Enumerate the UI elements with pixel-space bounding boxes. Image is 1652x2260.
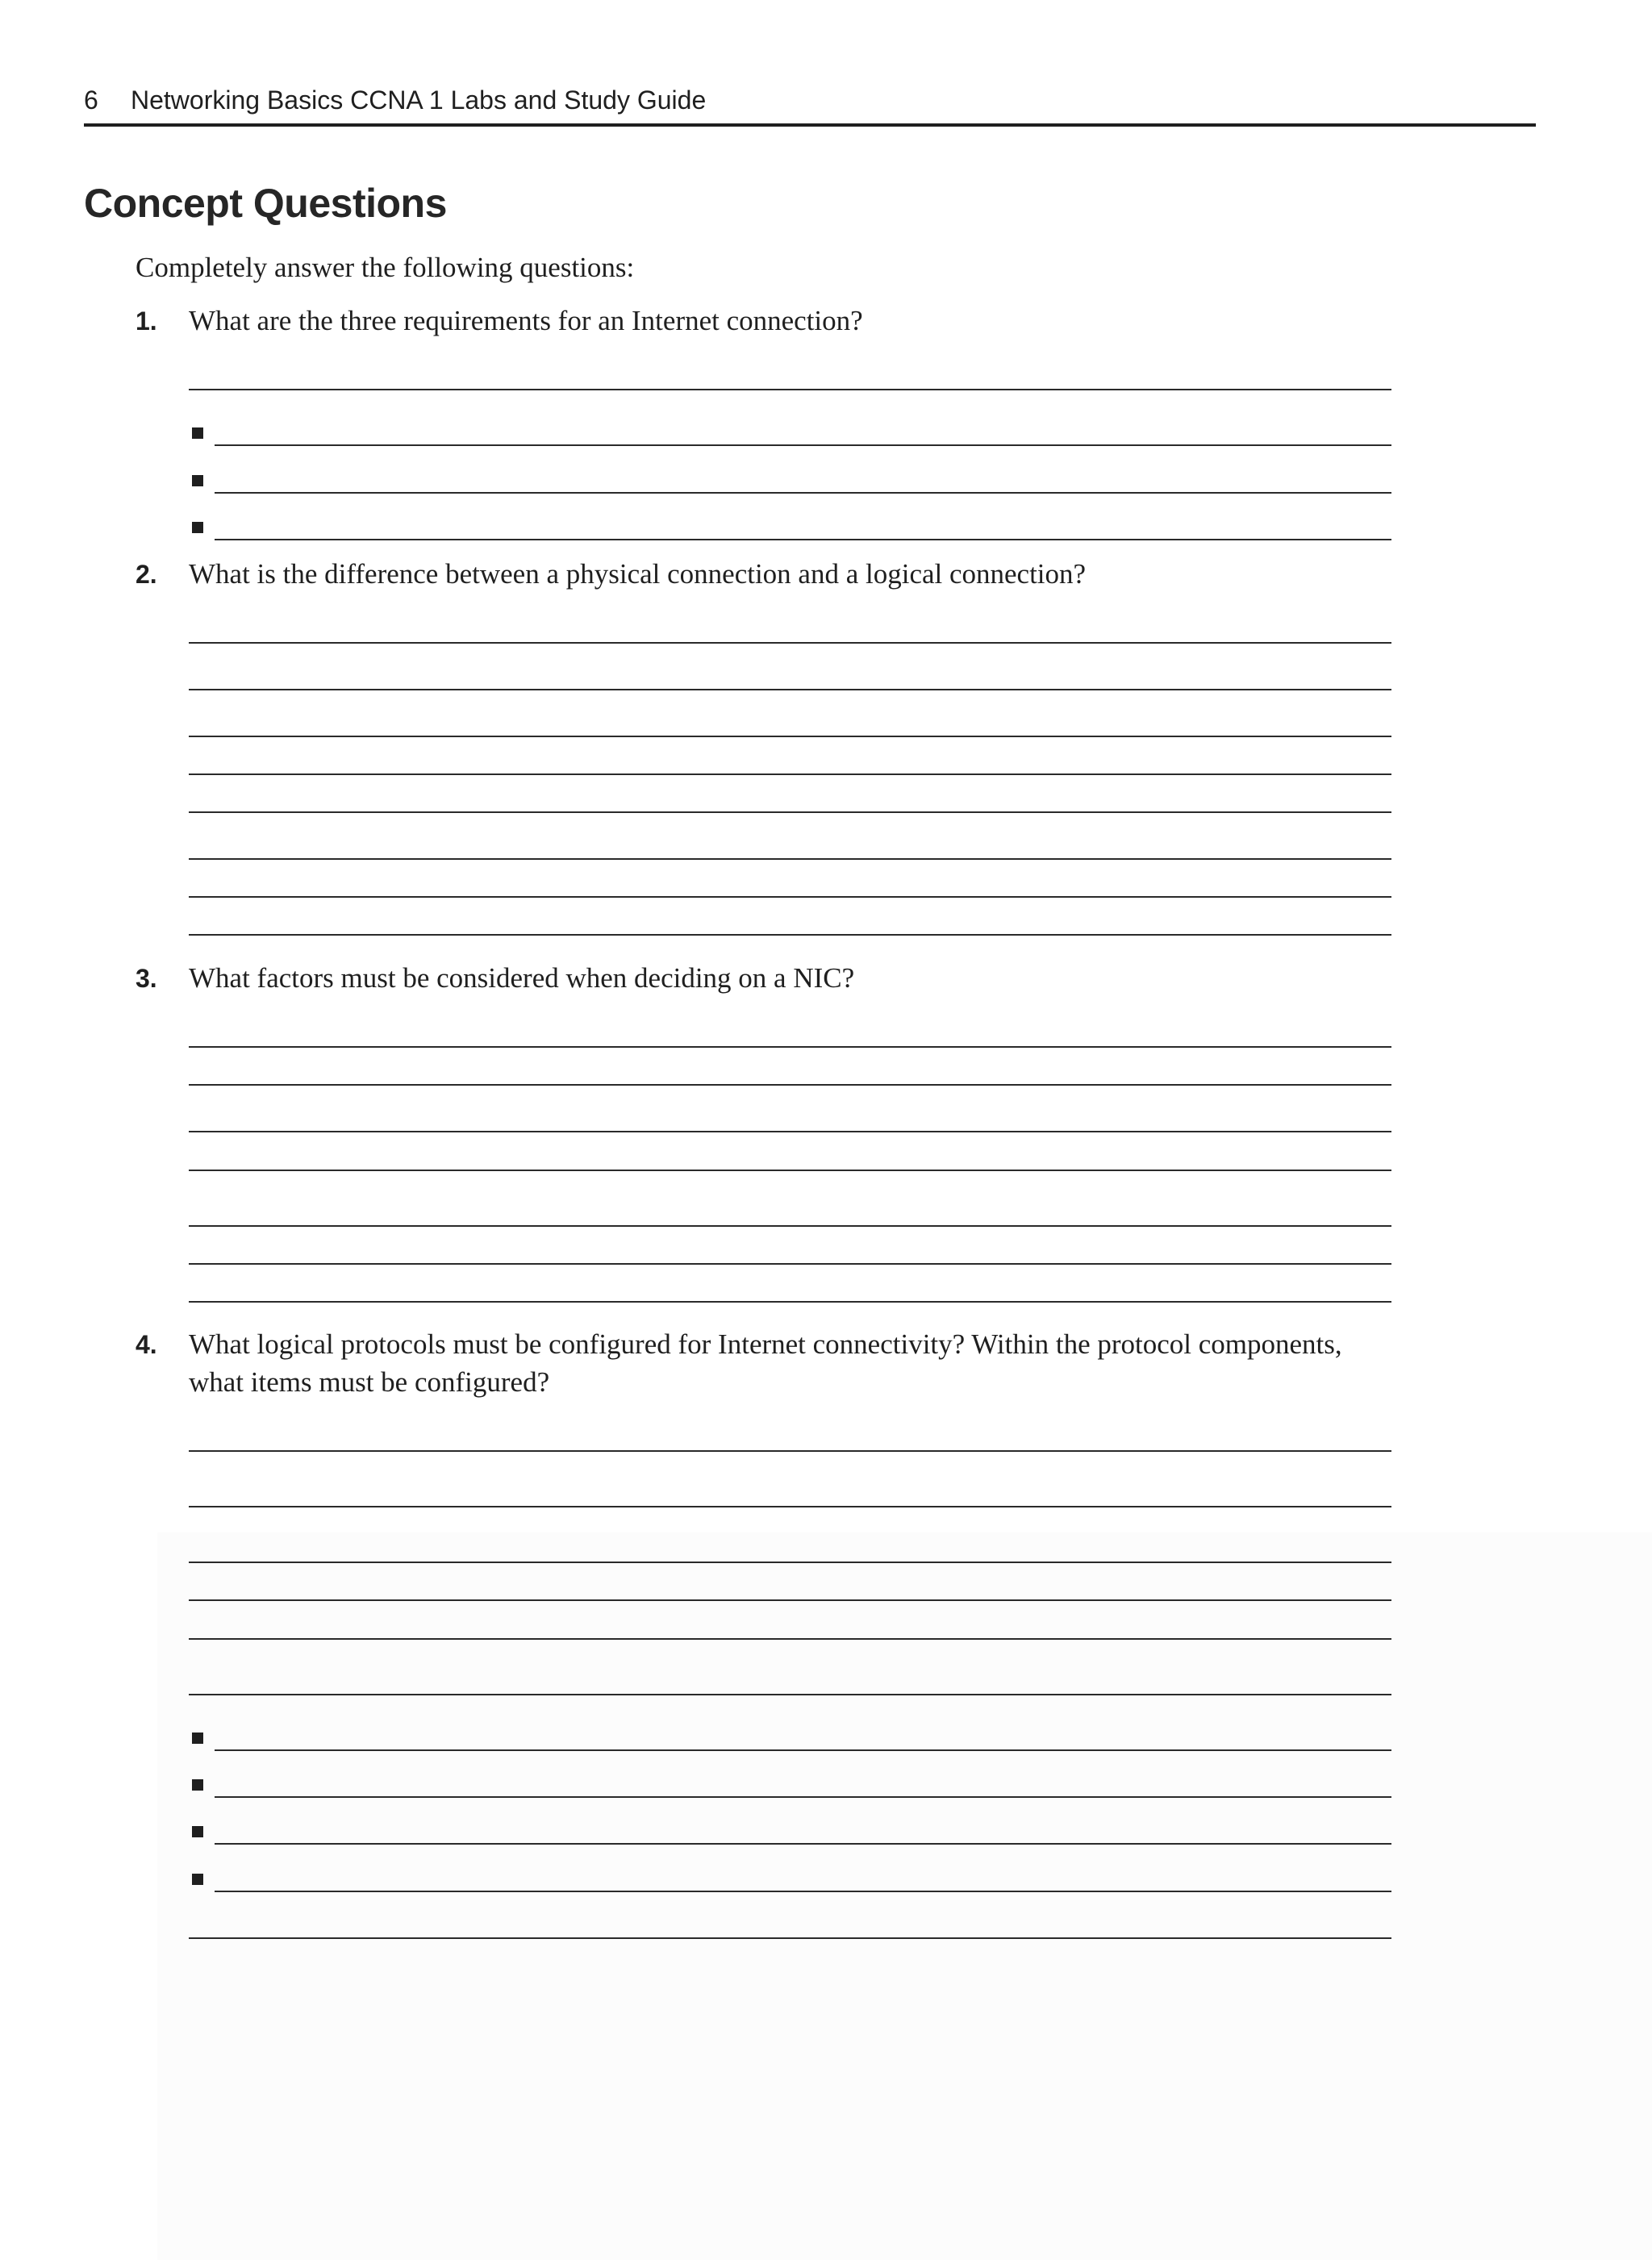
answer-line[interactable] — [189, 642, 1391, 644]
bullet-icon — [192, 1874, 203, 1885]
answer-line[interactable] — [189, 934, 1391, 936]
bullet-icon — [192, 475, 203, 486]
bullet-icon — [192, 1826, 203, 1837]
section-title: Concept Questions — [84, 181, 447, 226]
bullet-answer-line[interactable] — [215, 1843, 1391, 1845]
question-1-number: 1. — [136, 306, 157, 336]
answer-line[interactable] — [189, 1170, 1391, 1171]
answer-line[interactable] — [189, 896, 1391, 898]
intro-text: Completely answer the following questions: — [136, 252, 635, 283]
answer-line[interactable] — [189, 1046, 1391, 1048]
bullet-icon — [192, 1733, 203, 1744]
question-4-text-line1: What logical protocols must be configured for Internet connectivity? Within the protocol components, — [189, 1328, 1342, 1360]
answer-line[interactable] — [189, 389, 1391, 390]
page-number: 6 — [84, 85, 98, 115]
answer-line[interactable] — [189, 1562, 1391, 1563]
answer-line[interactable] — [189, 1084, 1391, 1086]
bullet-answer-line[interactable] — [215, 492, 1391, 494]
bullet-answer-line[interactable] — [215, 1891, 1391, 1892]
answer-line[interactable] — [189, 1225, 1391, 1227]
answer-line[interactable] — [189, 689, 1391, 690]
bullet-answer-line[interactable] — [215, 1749, 1391, 1751]
bullet-icon — [192, 427, 203, 439]
question-1-text: What are the three requirements for an Internet connection? — [189, 305, 863, 336]
answer-line[interactable] — [189, 1638, 1391, 1640]
question-3-text: What factors must be considered when deciding on a NIC? — [189, 962, 855, 994]
answer-line[interactable] — [189, 858, 1391, 860]
question-3-number: 3. — [136, 964, 157, 993]
answer-line[interactable] — [189, 1694, 1391, 1695]
page-shade — [157, 1532, 1652, 2260]
running-head — [84, 84, 1536, 116]
answer-line[interactable] — [189, 1263, 1391, 1265]
answer-line[interactable] — [189, 1937, 1391, 1939]
answer-line[interactable] — [189, 1599, 1391, 1601]
header-rule — [84, 123, 1536, 127]
question-4-number: 4. — [136, 1330, 157, 1359]
question-4-text-line2: what items must be configured? — [189, 1366, 550, 1398]
running-title: Networking Basics CCNA 1 Labs and Study Guide — [131, 85, 707, 115]
answer-line[interactable] — [189, 736, 1391, 737]
bullet-answer-line[interactable] — [215, 1796, 1391, 1798]
question-2-text: What is the difference between a physical connection and a logical connection? — [189, 558, 1087, 590]
bullet-answer-line[interactable] — [215, 444, 1391, 446]
bullet-answer-line[interactable] — [215, 539, 1391, 540]
answer-line[interactable] — [189, 1506, 1391, 1507]
bullet-icon — [192, 522, 203, 533]
answer-line[interactable] — [189, 773, 1391, 775]
answer-line[interactable] — [189, 1131, 1391, 1132]
question-2-number: 2. — [136, 560, 157, 589]
answer-line[interactable] — [189, 1301, 1391, 1303]
answer-line[interactable] — [189, 1450, 1391, 1452]
answer-line[interactable] — [189, 811, 1391, 813]
bullet-icon — [192, 1779, 203, 1791]
